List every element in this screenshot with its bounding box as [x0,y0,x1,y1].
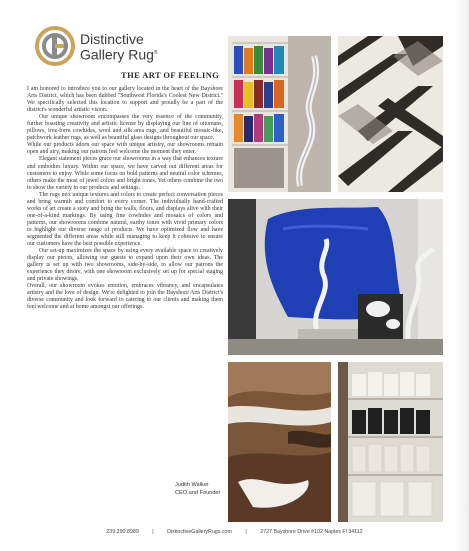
article-headline: THE ART OF FEELING [121,70,220,80]
footer-phone: 239.290.8989 [106,529,139,535]
page-footer [0,529,469,535]
brand-line-2 [80,46,158,62]
photo-cowhide-closeup [228,362,331,522]
footer-website-link[interactable]: DistinctiveGalleryRugs.com [167,529,232,535]
signature-title: CEO and Founder [175,490,221,496]
signature-name: Judith Walker [175,482,209,488]
paragraph-1: I am honored to introduce you to our gallery located in the heart of the Bayshore Arts District, which has been dubbed "Southwest Florida's Coolest New District." We specifically selected this location to support and proudly be a part of the district's wonderful artistic vision. [27,86,223,114]
article-body [27,86,223,312]
paragraph-4: Elegant statement pieces grace our showrooms in a way that enhances texture and embodies luxury. Within our space, we have carved out different areas for customers to enjoy. While some focus on bold patterns and neutral color schemes, others make the most of jewel colors and bright tones. Yet others combine the two to show the variety in our products and settings. [27,156,223,191]
paragraph-5: The rugs mix unique textures and colors to create perfect conversation pieces and bring warmth and comfort to every corner. The individually hand-crafted works of art create a story and bring the walls, floors, and displays alive with their one-of-a-kind markings. By using fine cowhides and mosaics of colors and patterns, our showrooms combine natural, earthy tones with vivid primary colors to highlight our diverse range of products. We have optimized flow and have segmented the different areas while still managing to keep it cohesive to ensure our customers have the best possible experience. [27,191,223,248]
photo-pillow-shelves [228,36,331,192]
brand-logo-icon [35,26,75,66]
footer-address: 2727 Bayshore Drive #102 Naples Fl 34112 [260,529,363,535]
photo-pillow-display [338,362,443,522]
registered-mark: ® [153,50,158,56]
brand-line-1: Distinctive [80,31,144,47]
brand-name [80,32,158,62]
paragraph-3: While our products adorn our space with unique artistry, our showrooms remain open and airy, making our patrons feel welcome the moment they enter. [27,142,223,156]
footer-separator-2: | [245,529,247,535]
photo-geometric-rug [338,36,443,192]
page-edge-shadow [455,0,469,551]
paragraph-6: Our set-up maximizes the space by using every available space to creatively display our pieces, allowing our guests to expand upon their own ideas. The gallery is set up with two showrooms, side-by-side, to allow our patrons the experience they desire, with one showroom exclusively set up for special staging and private showings. [27,248,223,283]
paragraph-7: Overall, our showroom evokes emotion, embraces vibrancy, and encapsulates artistry and the love of design. We're delighted to join the Bayshore Arts District's diverse community and look forward to catering to our clients and making them feel welcome and at home amongst our offerings. [27,283,223,311]
paragraph-2: Our unique showroom encompasses the very essence of the community, further boasting creativity and artistic license by displaying our line of ottomans, pillows, free-form cowhides, wool and silk area rugs, and beautiful mosaic-like, patchwork leather rugs, as well as beautiful glass designs throughout our space. [27,114,223,142]
footer-separator-1: | [152,529,154,535]
signature-block [175,481,220,497]
photo-showroom-blue-cowhide [228,199,443,355]
brand-line-2-text: Gallery Rug [80,46,154,63]
